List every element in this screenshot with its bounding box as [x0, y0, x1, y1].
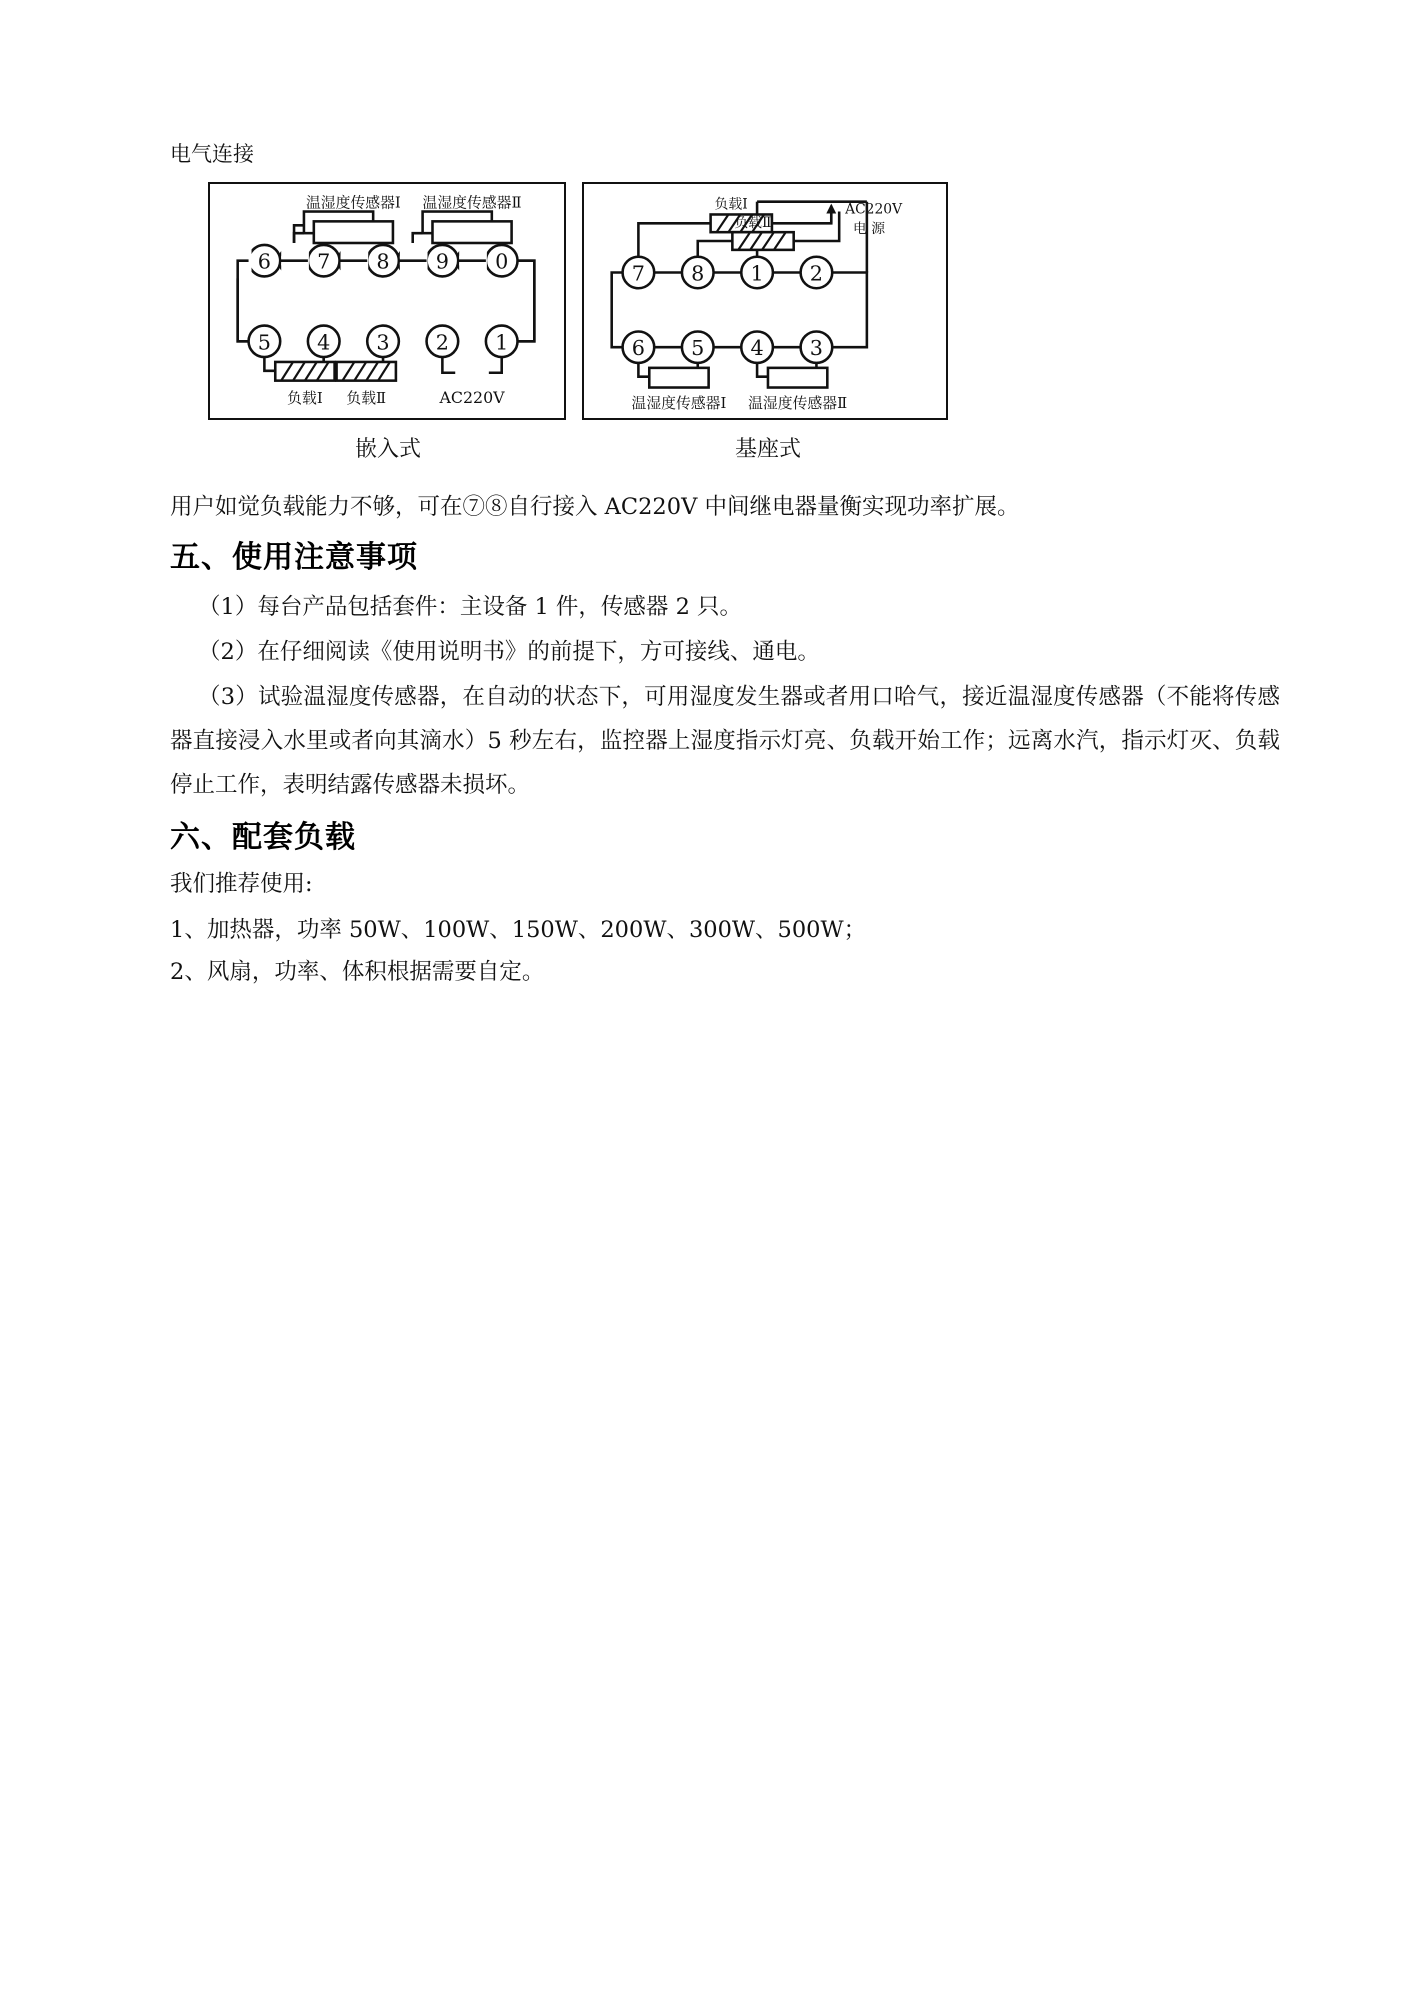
base-terminal-2: 2	[809, 261, 824, 286]
terminal-0: 0	[495, 249, 509, 274]
diagram-embedded-svg	[210, 184, 564, 418]
base-terminal-7: 7	[631, 261, 646, 286]
base-terminal-6: 6	[631, 336, 646, 361]
terminal-2: 2	[435, 330, 449, 355]
base-label-sensor-1: 温湿度传感器Ⅰ	[631, 395, 727, 413]
section-heading-5: 五、使用注意事项	[170, 540, 418, 575]
section-heading-6: 六、配套负载	[170, 820, 356, 855]
label-sensor-1: 温湿度传感器Ⅰ	[305, 194, 401, 212]
base-terminal-4: 4	[750, 336, 764, 361]
section-6-item-1: 1、加热器，功率 50W、100W、150W、200W、300W、500W；	[170, 917, 867, 943]
diagram-embedded-type	[208, 182, 566, 420]
label-load-2: 负载Ⅱ	[346, 390, 387, 408]
load-1-symbol	[275, 362, 334, 381]
section-6-item-2: 2、风扇，功率、体积根据需要自定。	[170, 959, 545, 985]
base-sensor-2-symbol	[768, 368, 827, 388]
terminal-6: 6	[257, 249, 271, 274]
base-label-ac220v: AC220V	[845, 201, 903, 218]
terminal-9: 9	[435, 249, 449, 274]
label-ac220v: AC220V	[439, 388, 505, 408]
diagram-base-type	[582, 182, 948, 420]
base-label-load-2: 负载Ⅱ	[734, 215, 772, 232]
caption-embedded: 嵌入式	[354, 437, 421, 462]
diagram-base-svg	[584, 184, 946, 418]
sensor-2-symbol	[432, 221, 511, 243]
terminal-4: 4	[317, 330, 331, 355]
terminal-7: 7	[317, 249, 331, 274]
base-load-2-symbol	[732, 232, 793, 250]
base-terminal-5: 5	[691, 336, 705, 361]
electrical-connection-label: 电气连接	[170, 142, 254, 166]
terminal-1: 1	[495, 330, 509, 355]
terminal-5: 5	[257, 330, 271, 355]
terminal-8: 8	[376, 249, 390, 274]
terminal-3: 3	[376, 330, 390, 355]
load-2-symbol	[337, 362, 396, 381]
base-sensor-1-symbol	[649, 368, 708, 388]
base-terminal-3: 3	[809, 336, 824, 361]
section-5-item-2: （2）在仔细阅读《使用说明书》的前提下，方可接线、通电。	[198, 639, 820, 665]
section-6-intro: 我们推荐使用:	[170, 871, 313, 897]
base-label-load-1: 负载Ⅰ	[714, 196, 748, 213]
diagram-captions	[208, 432, 948, 472]
ac-arrow-icon	[826, 204, 836, 214]
section-5-item-1: （1）每台产品包括套件：主设备 1 件，传感器 2 只。	[198, 594, 743, 620]
sensor-1-symbol	[314, 221, 393, 243]
section-5-item-3: （3）试验温湿度传感器，在自动的状态下，可用湿度发生器或者用口哈气，接近温湿度传感器（不能将传感器直接浸入水里或者向其滴水）5 秒左右，监控器上湿度指示灯亮、负载开始工作；远离水汽，指示灯灭、负载停止工作，表明结露传感器未损坏。	[170, 684, 1280, 798]
label-load-1: 负载Ⅰ	[287, 390, 323, 408]
diagram-note-text: 用户如觉负载能力不够，可在⑦⑧自行接入 AC220V 中间继电器量衡实现功率扩展。	[170, 494, 1020, 520]
base-label-power: 电 源	[853, 221, 886, 238]
label-sensor-2: 温湿度传感器Ⅱ	[422, 194, 522, 212]
caption-base: 基座式	[734, 437, 801, 462]
base-terminal-1: 1	[750, 261, 764, 286]
base-terminal-8: 8	[691, 261, 705, 286]
wiring-diagrams	[208, 182, 948, 420]
base-label-sensor-2: 温湿度传感器Ⅱ	[748, 395, 848, 413]
